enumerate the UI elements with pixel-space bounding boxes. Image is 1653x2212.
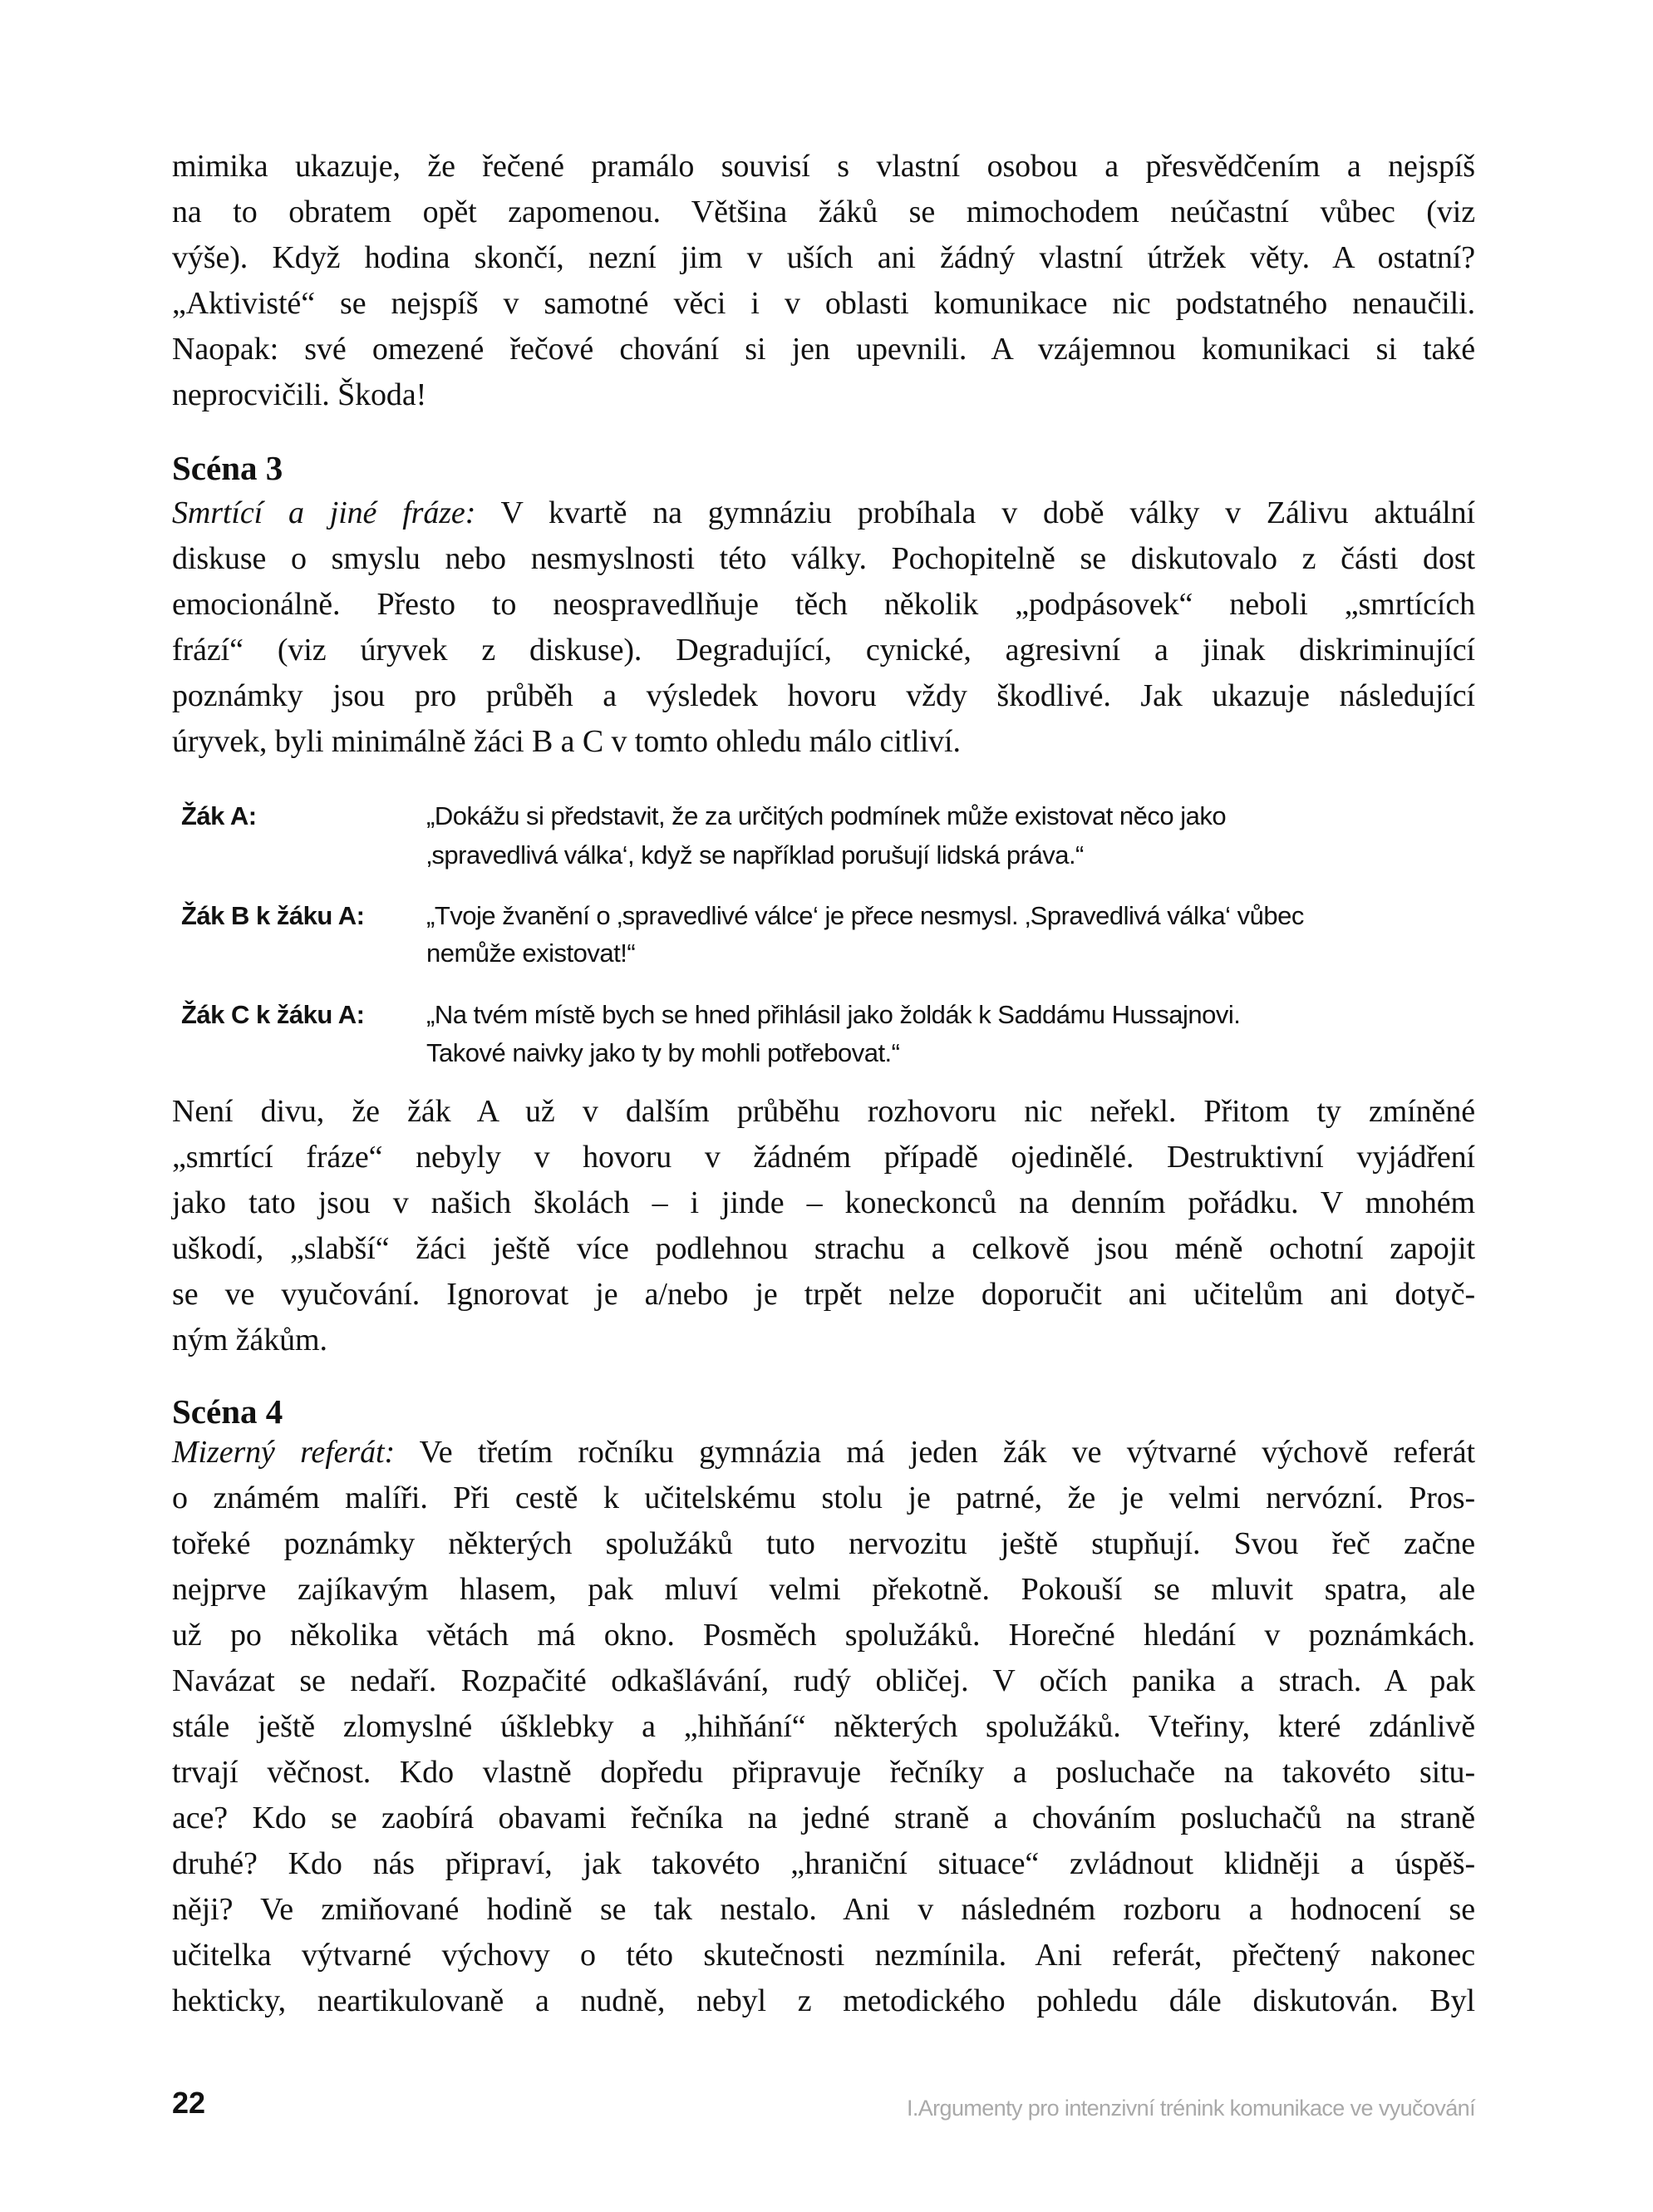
dialogue-quote-line: „Tvoje žvanění o ‚spravedlivé válce‘ je přece nesmysl. ‚Spravedlivá válka‘ vůbec <box>426 901 1304 930</box>
text-span: Ve třetím ročníku gymnázia má jeden žák ve výtvarné výchově referát <box>395 1435 1476 1470</box>
text-line: uškodí, „slabší“ žáci ještě více podlehnou strachu a celkově jsou méně ochotní zapojit <box>172 1231 1475 1266</box>
page-number: 22 <box>172 2086 206 2120</box>
dialogue-quote-line: „Dokážu si představit, že za určitých podmínek může existovat něco jako <box>426 801 1227 830</box>
scene-3-lead-title: Smrtící a jiné fráze: <box>172 495 476 530</box>
text-line: Navázat se nedaří. Rozpačité odkašlávání, rudý obličej. V očích panika a strach. A pak <box>172 1663 1475 1698</box>
text-line: ace? Kdo se zaobírá obavami řečníka na jedné straně a chováním posluchačů na straně <box>172 1801 1475 1835</box>
text-line <box>172 1433 1475 1471</box>
text-line: trvají věčnost. Kdo vlastně dopředu připravuje řečníky a posluchače na takovéto situ- <box>172 1755 1475 1790</box>
text-line: výše). Když hodina skončí, nezní jim v uších ani žádný vlastní útržek věty. A ostatní? <box>172 240 1475 275</box>
text-line: hekticky, neartikulovaně a nudně, nebyl z metodického pohledu dále diskutován. Byl <box>172 1983 1475 2018</box>
dialogue-speaker: Žák A: <box>181 801 257 830</box>
text-line: „Aktivisté“ se nejspíš v samotné věci i v oblasti komunikace nic podstatného nenaučili. <box>172 286 1475 321</box>
dialogue-quote-line: „Na tvém místě bych se hned přihlásil jako žoldák k Saddámu Hussajnovi. <box>426 1000 1241 1029</box>
text-line: Není divu, že žák A už v dalším průběhu rozhovoru nic neřekl. Přitom ty zmíněné <box>172 1094 1475 1129</box>
text-line: frází“ (viz úryvek z diskuse). Degradující, cynické, agresivní a jinak diskriminující <box>172 633 1475 668</box>
text-line: se ve vyučování. Ignorovat je a/nebo je trpět nelze doporučit ani učitelům ani dotyč- <box>172 1277 1475 1312</box>
section-heading-scene-3: Scéna 3 <box>172 449 283 487</box>
text-line <box>172 494 1475 532</box>
text-span: V kvartě na gymnáziu probíhala v době války v Zálivu aktuální <box>475 495 1476 530</box>
text-line: Naopak: své omezené řečové chování si jen upevnili. A vzájemnou komunikaci si také <box>172 332 1475 367</box>
text-line: jako tato jsou v našich školách – i jinde – koneckonců na denním pořádku. V mnohém <box>172 1185 1475 1220</box>
text-line: ným žákům. <box>172 1323 327 1357</box>
dialogue-quote-line: Takové naivky jako ty by mohli potřebovat.“ <box>426 1038 900 1067</box>
text-line: „smrtící fráze“ nebyly v hovoru v žádném případě ojedinělé. Destruktivní vyjádření <box>172 1140 1475 1175</box>
text-line: tořeké poznámky některých spolužáků tuto nervozitu ještě stupňují. Svou řeč začne <box>172 1526 1475 1561</box>
text-line: něji? Ve zmiňované hodině se tak nestalo. Ani v následném rozboru a hodnocení se <box>172 1892 1475 1927</box>
text-line: druhé? Kdo nás připraví, jak takovéto „hraniční situace“ zvládnout klidněji a úspěš- <box>172 1846 1475 1881</box>
text-line: nejprve zajíkavým hlasem, pak mluví velmi překotně. Pokouší se mluvit spatra, ale <box>172 1572 1475 1607</box>
text-line: neprocvičili. Škoda! <box>172 377 427 412</box>
section-heading-scene-4: Scéna 4 <box>172 1392 283 1431</box>
text-line: poznámky jsou pro průběh a výsledek hovoru vždy škodlivé. Jak ukazuje následující <box>172 678 1475 713</box>
text-line: o známém malíři. Při cestě k učitelskému stolu je patrné, že je velmi nervózní. Pros- <box>172 1480 1475 1515</box>
text-line: emocionálně. Přesto to neospravedlňuje těch několik „podpásovek“ neboli „smrtících <box>172 587 1475 622</box>
text-line: na to obratem opět zapomenou. Většina žáků se mimochodem neúčastní vůbec (viz <box>172 195 1475 229</box>
scene-4-lead-title: Mizerný referát: <box>172 1435 396 1470</box>
dialogue-speaker: Žák B k žáku A: <box>181 901 365 930</box>
text-line: už po několika větách má okno. Posměch spolužáků. Horečné hledání v poznámkách. <box>172 1618 1475 1653</box>
text-line: mimika ukazuje, že řečené pramálo souvisí s vlastní osobou a přesvědčením a nejspíš <box>172 149 1475 184</box>
dialogue-speaker: Žák C k žáku A: <box>181 1000 365 1029</box>
text-line: stále ještě zlomyslné úšklebky a „hihňání“ některých spolužáků. Vteřiny, které zdánlivě <box>172 1709 1475 1744</box>
text-line: učitelka výtvarné výchovy o této skutečnosti nezmínila. Ani referát, přečtený nakonec <box>172 1938 1475 1973</box>
dialogue-quote-line: ‚spravedlivá válka‘, když se například porušují lidská práva.“ <box>426 840 1084 870</box>
text-line: diskuse o smyslu nebo nesmyslnosti této války. Pochopitelně se diskutovalo z části dost <box>172 541 1475 576</box>
text-line: úryvek, byli minimálně žáci B a C v tomto ohledu málo citliví. <box>172 724 961 759</box>
dialogue-quote-line: nemůže existovat!“ <box>426 938 636 968</box>
running-title: I.Argumenty pro intenzivní trénink komunikace ve vyučování <box>906 2096 1475 2121</box>
